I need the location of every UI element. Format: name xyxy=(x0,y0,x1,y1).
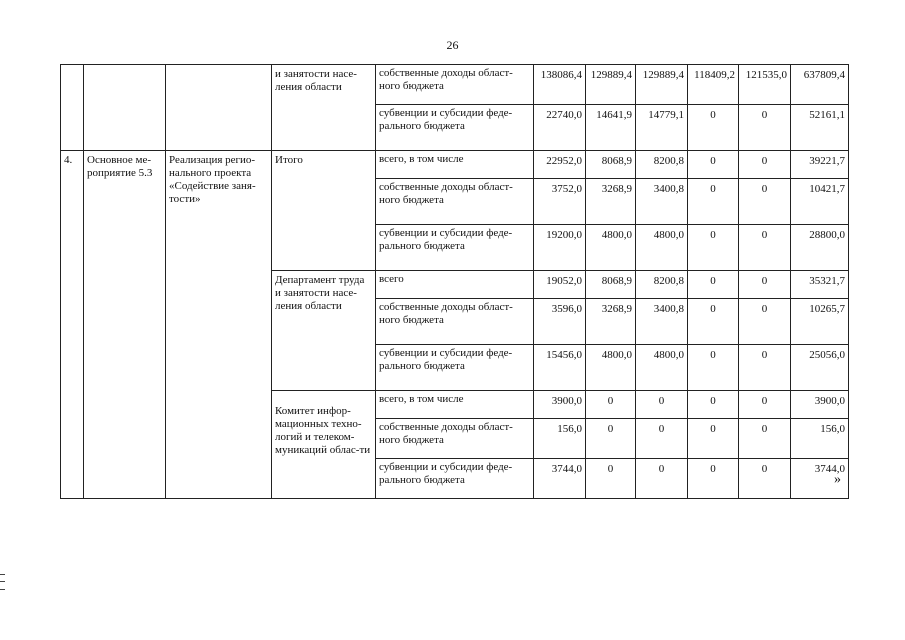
value-cell: 0 xyxy=(739,105,791,151)
activity-name-cell: Основное ме-роприятие 5.3 xyxy=(84,151,166,499)
value-cell: 0 xyxy=(636,391,688,419)
value-cell: 8200,8 xyxy=(636,271,688,299)
value-cell: 0 xyxy=(688,179,739,225)
value-cell: 4800,0 xyxy=(636,345,688,391)
total-value-cell: 156,0 xyxy=(791,419,849,459)
activity-description-cell: Реализация регио-нального проекта «Содействие заня-тости» xyxy=(166,151,272,499)
executor-cell: Комитет инфор-мационных техно-логий и телеком-муникаций облас-ти xyxy=(272,391,376,499)
value-cell: 0 xyxy=(688,299,739,345)
value-cell: 0 xyxy=(688,271,739,299)
value-cell: 8200,8 xyxy=(636,151,688,179)
table-row xyxy=(61,151,849,179)
total-value-cell: 25056,0 xyxy=(791,345,849,391)
page-number: 26 xyxy=(446,38,459,52)
value-cell: 0 xyxy=(636,419,688,459)
value-cell: 22740,0 xyxy=(534,105,586,151)
funding-source-cell: субвенции и субсидии феде-рального бюджета xyxy=(376,345,534,391)
value-cell: 0 xyxy=(739,225,791,271)
value-cell: 0 xyxy=(688,459,739,499)
value-cell: 19200,0 xyxy=(534,225,586,271)
value-cell: 3744,0 xyxy=(534,459,586,499)
value-cell: 3900,0 xyxy=(534,391,586,419)
value-cell: 0 xyxy=(739,271,791,299)
total-value-cell: 39221,7 xyxy=(791,151,849,179)
value-cell: 0 xyxy=(739,345,791,391)
funding-source-cell: собственные доходы област-ного бюджета xyxy=(376,419,534,459)
funding-source-cell: субвенции и субсидии феде-рального бюджета xyxy=(376,105,534,151)
funding-source-cell: субвенции и субсидии феде-рального бюджета xyxy=(376,225,534,271)
funding-source-cell: собственные доходы област-ного бюджета xyxy=(376,179,534,225)
total-value-cell: 3744,0 xyxy=(791,459,849,499)
value-cell: 0 xyxy=(688,345,739,391)
value-cell: 14641,9 xyxy=(586,105,636,151)
value-cell: 0 xyxy=(739,179,791,225)
value-cell: 156,0 xyxy=(534,419,586,459)
funding-source-cell: собственные доходы област-ного бюджета xyxy=(376,299,534,345)
total-value-cell: 10265,7 xyxy=(791,299,849,345)
value-cell: 3268,9 xyxy=(586,299,636,345)
value-cell: 8068,9 xyxy=(586,271,636,299)
total-value-cell: 3900,0 xyxy=(791,391,849,419)
value-cell: 8068,9 xyxy=(586,151,636,179)
value-cell: 0 xyxy=(688,105,739,151)
value-cell: 0 xyxy=(586,459,636,499)
value-cell: 0 xyxy=(739,391,791,419)
activity-description-cell xyxy=(166,65,272,151)
value-cell: 0 xyxy=(739,299,791,345)
table-row xyxy=(61,65,849,105)
row-number-cell: 4. xyxy=(61,151,84,499)
closing-quote-mark: » xyxy=(834,472,841,487)
budget-table xyxy=(60,64,849,499)
value-cell: 0 xyxy=(739,459,791,499)
value-cell: 0 xyxy=(586,391,636,419)
value-cell: 19052,0 xyxy=(534,271,586,299)
total-value-cell: 637809,4 xyxy=(791,65,849,105)
total-value-cell: 35321,7 xyxy=(791,271,849,299)
funding-source-cell: всего xyxy=(376,271,534,299)
value-cell: 0 xyxy=(688,225,739,271)
value-cell: 4800,0 xyxy=(636,225,688,271)
funding-source-cell: всего, в том числе xyxy=(376,151,534,179)
value-cell: 3596,0 xyxy=(534,299,586,345)
value-cell: 0 xyxy=(586,419,636,459)
scan-edge-mark xyxy=(0,574,5,590)
value-cell: 0 xyxy=(739,419,791,459)
value-cell: 4800,0 xyxy=(586,225,636,271)
total-value-cell: 10421,7 xyxy=(791,179,849,225)
value-cell: 3268,9 xyxy=(586,179,636,225)
value-cell: 138086,4 xyxy=(534,65,586,105)
value-cell: 129889,4 xyxy=(586,65,636,105)
value-cell: 0 xyxy=(688,419,739,459)
value-cell: 3400,8 xyxy=(636,299,688,345)
activity-name-cell xyxy=(84,65,166,151)
value-cell: 129889,4 xyxy=(636,65,688,105)
value-cell: 3400,8 xyxy=(636,179,688,225)
executor-cell: Департамент труда и занятости насе-ления области xyxy=(272,271,376,391)
value-cell: 15456,0 xyxy=(534,345,586,391)
value-cell: 4800,0 xyxy=(586,345,636,391)
row-number-cell xyxy=(61,65,84,151)
value-cell: 22952,0 xyxy=(534,151,586,179)
total-value-cell: 28800,0 xyxy=(791,225,849,271)
value-cell: 0 xyxy=(739,151,791,179)
executor-cell: и занятости насе-ления области xyxy=(272,65,376,151)
value-cell: 0 xyxy=(688,151,739,179)
value-cell: 14779,1 xyxy=(636,105,688,151)
value-cell: 0 xyxy=(688,391,739,419)
funding-source-cell: всего, в том числе xyxy=(376,391,534,419)
executor-cell: Итого xyxy=(272,151,376,271)
total-value-cell: 52161,1 xyxy=(791,105,849,151)
value-cell: 121535,0 xyxy=(739,65,791,105)
value-cell: 0 xyxy=(636,459,688,499)
value-cell: 3752,0 xyxy=(534,179,586,225)
funding-source-cell: собственные доходы област-ного бюджета xyxy=(376,65,534,105)
value-cell: 118409,2 xyxy=(688,65,739,105)
funding-source-cell: субвенции и субсидии феде-рального бюджета xyxy=(376,459,534,499)
